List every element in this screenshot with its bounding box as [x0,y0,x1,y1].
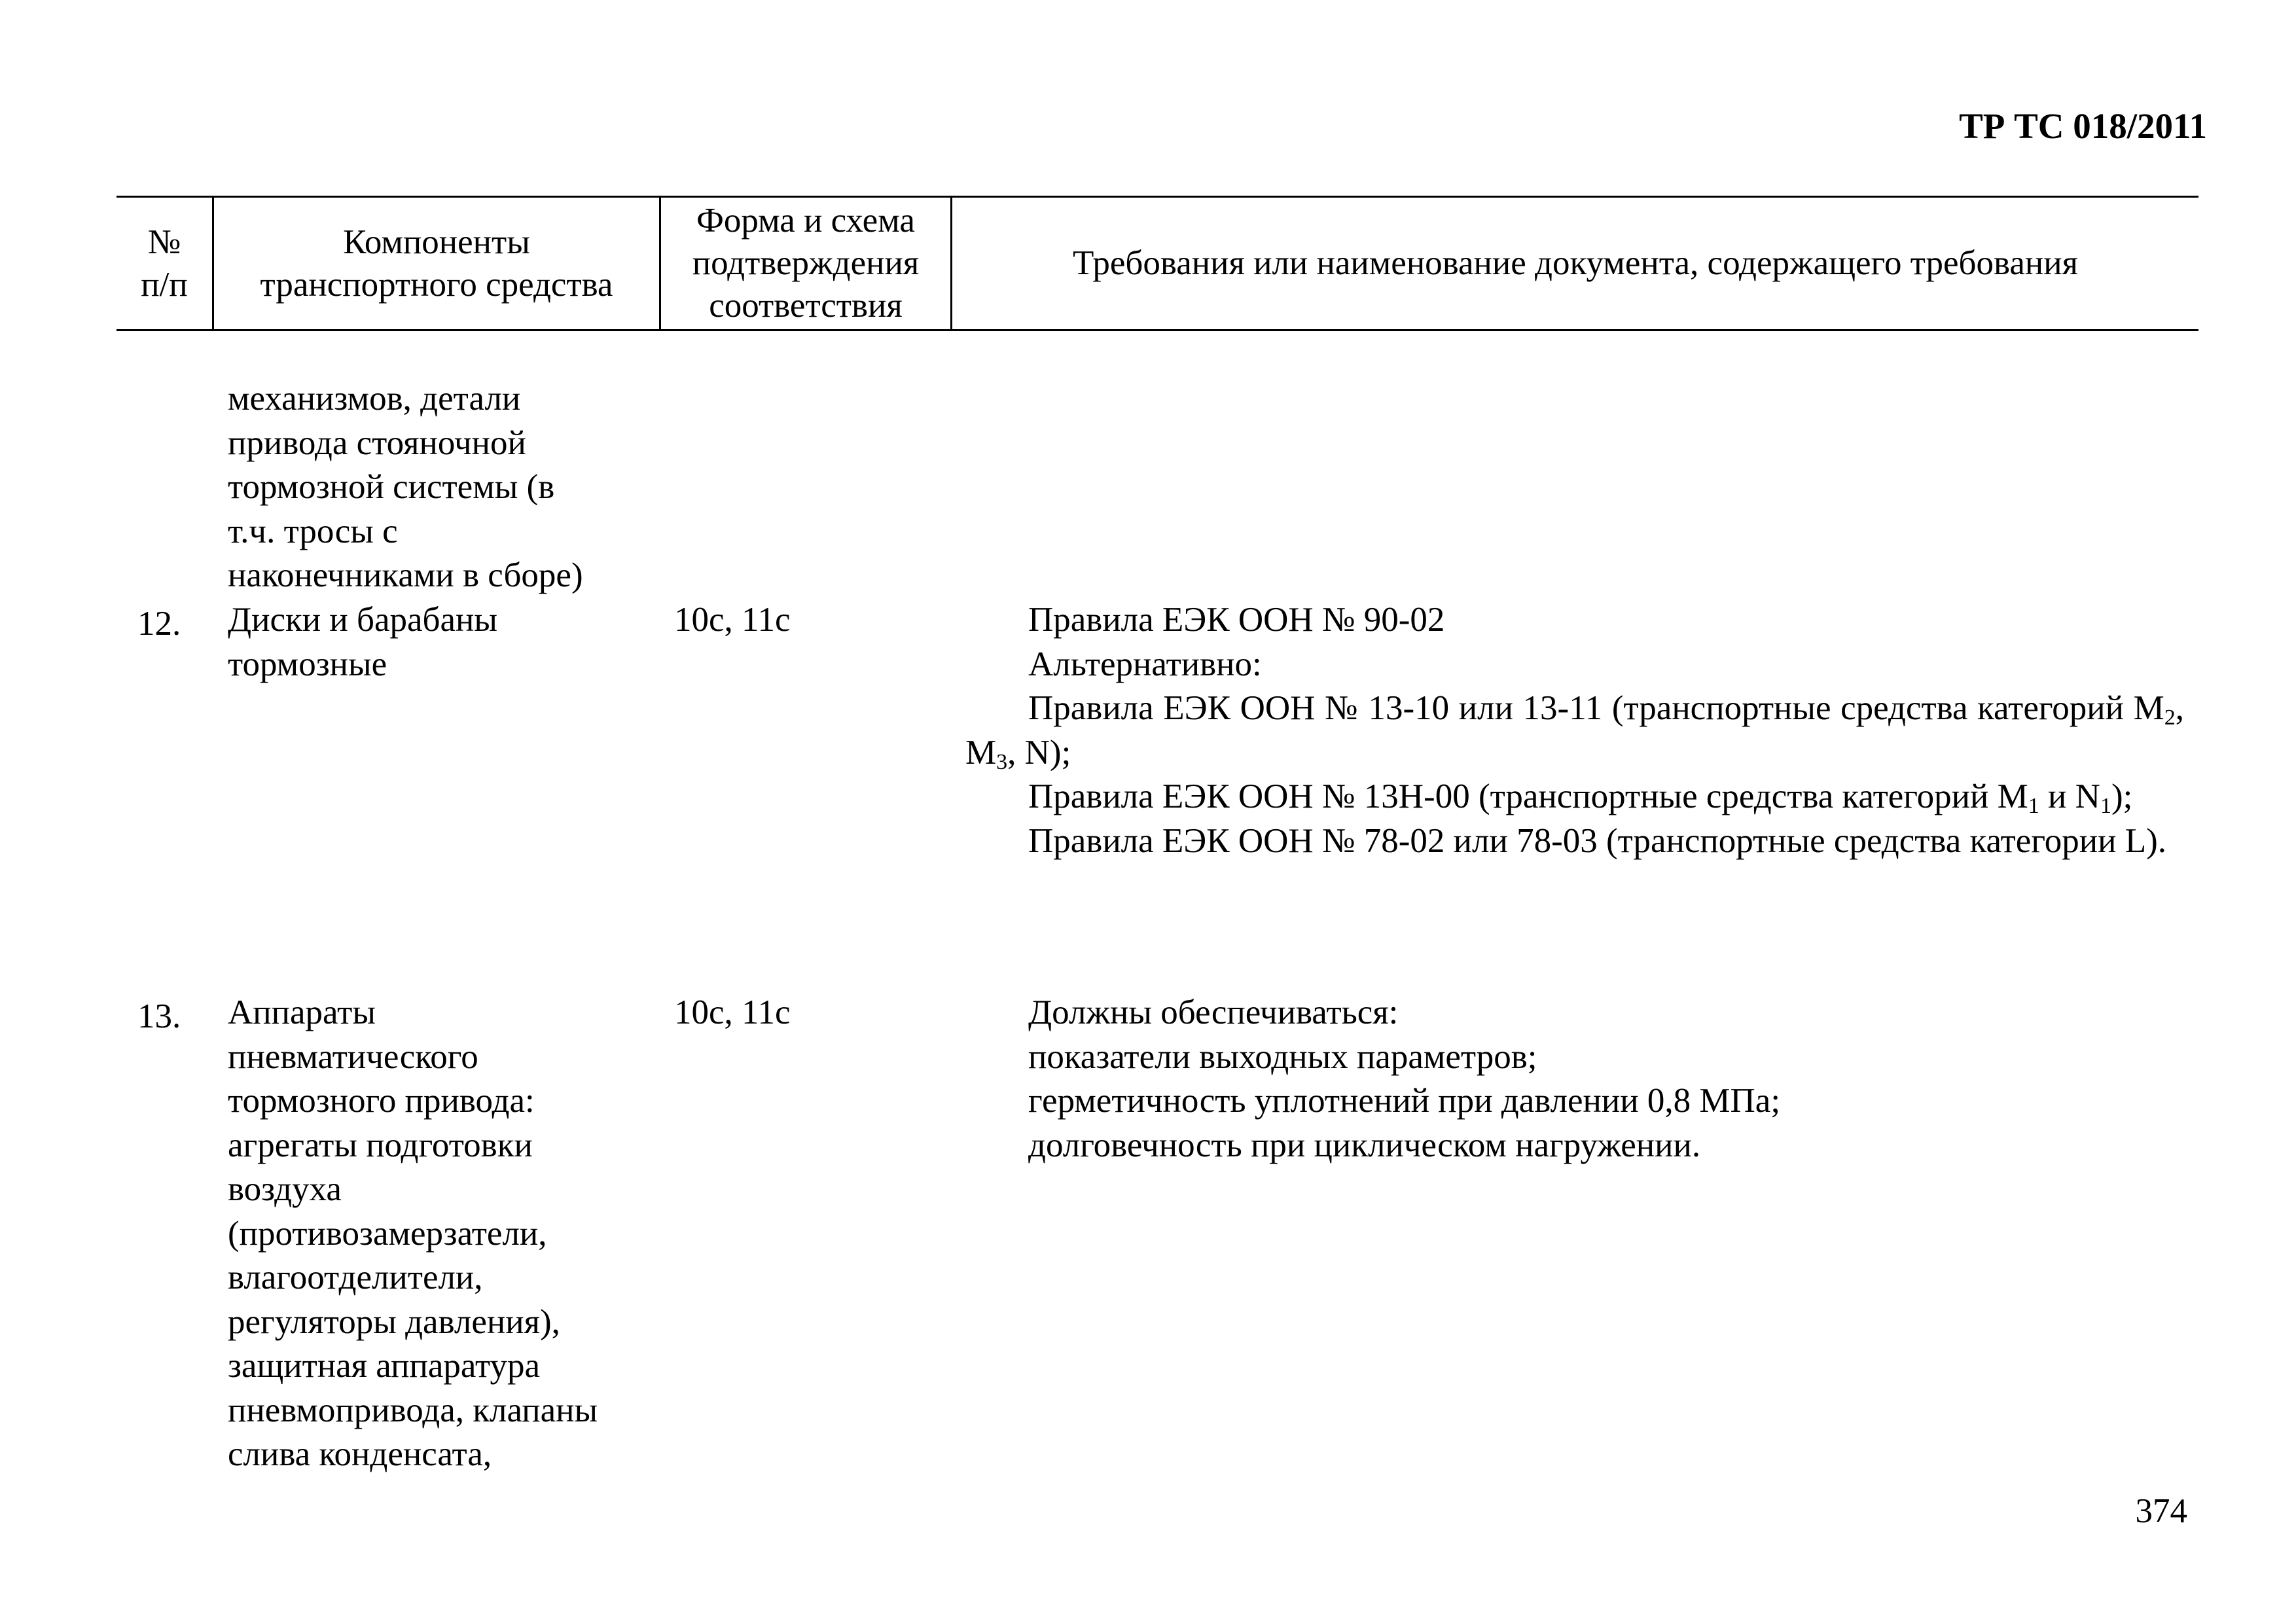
header-components-label: Компоненты транспортного средства [260,223,613,304]
row-12-form: 10с, 11с [674,601,791,639]
row-13-req-line-3: герметичность уплотнений при давлении 0,8 МПа; [1028,1082,1781,1120]
document-code: ТР ТС 018/2011 [1959,106,2207,146]
row-12-requirements [965,598,2184,863]
row-12-req-line-2: Альтернативно: [1028,645,1262,683]
table-header-bottom-rule [117,329,2198,331]
row-13-req-line-2: показатели выходных параметров; [1028,1037,1537,1076]
row-12-req-line-4: Правила ЕЭК ООН № 13Н-00 (транспортные средства категорий $M_1$ и $N_1$); [1028,777,2133,818]
header-number-label: № п/п [141,223,188,304]
page-number: 374 [2135,1492,2187,1530]
row-12-component: Диски и барабаны тормозные [228,601,497,683]
row-13-requirements [965,991,2184,1168]
header-form-label: Форма и схема подтверждения соответствия [692,202,920,325]
row-12-req-line-3: Правила ЕЭК ООН № 13-10 или 13-11 (транспортные средства категорий $M_2$, $M_3$, N); [965,689,2184,774]
header-cell-components [214,198,659,329]
row-13-req-line-4: долговечность при циклическом нагружении. [1028,1126,1701,1164]
row-13-form: 10с, 11с [674,993,791,1031]
header-cell-form [661,198,950,329]
row-13-component: Аппараты пневматического тормозного привода: агрегаты подготовки воздуха (противозамерзатели, влагоотделители, регуляторы давления), защитная аппаратура пневмопривода, клапаны слива конденсата, [228,993,598,1473]
row-13-req-line-1: Должны обеспечиваться: [1028,993,1399,1031]
row-12-number: 12. [137,605,181,643]
row-continuation-component: механизмов, детали привода стояночной тормозной системы (в т.ч. тросы с наконечниками в сборе) [228,380,583,594]
header-cell-requirements [952,198,2198,329]
row-12-req-line-5: Правила ЕЭК ООН № 78-02 или 78-03 (транспортные средства категории L). [1028,821,2166,860]
header-cell-number [117,198,212,329]
row-13-number: 13. [137,997,181,1035]
header-requirements-label: Требования или наименование документа, содержащего требования [1073,244,2078,282]
row-12-req-line-1: Правила ЕЭК ООН № 90-02 [1028,601,1445,639]
